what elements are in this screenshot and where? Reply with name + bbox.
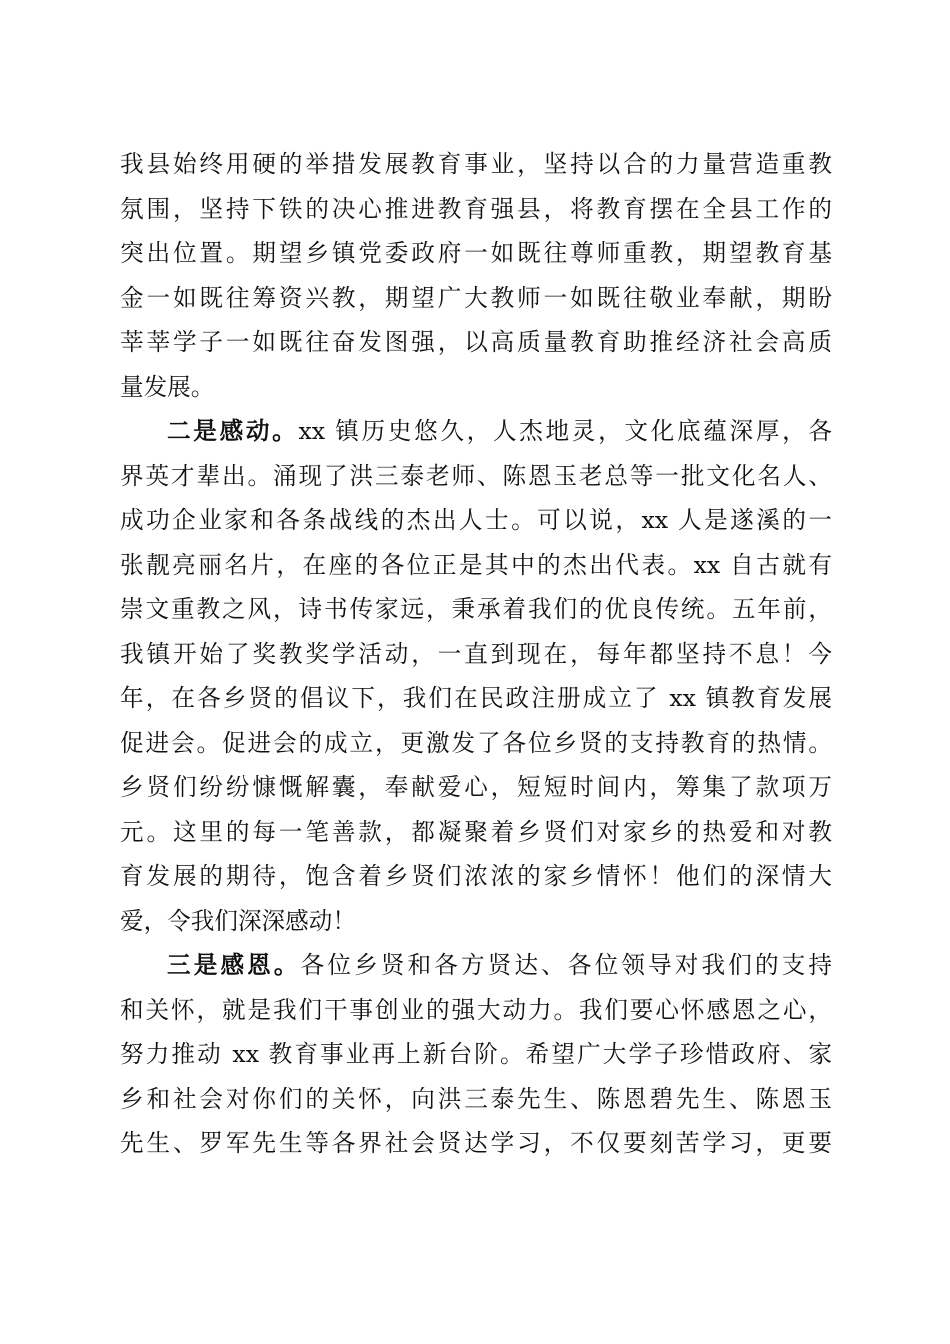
paragraph-2-line-4: 张靓亮丽名片，在座的各位正是其中的杰出代表。xx 自古就有 bbox=[120, 550, 832, 579]
paragraph-2-line-11: 育发展的期待，饱含着乡贤们浓浓的家乡情怀！他们的深情大 bbox=[120, 862, 832, 890]
paragraph-1-line-1: 我县始终用硬的举措发展教育事业，坚持以合的力量营造重教 bbox=[120, 150, 832, 178]
paragraph-2-line-5: 崇文重教之风，诗书传家远，秉承着我们的优良传统。五年前， bbox=[120, 595, 832, 623]
paragraph-1-line-6: 量发展。 bbox=[120, 372, 215, 401]
paragraph-2-line-3: 成功企业家和各条战线的杰出人士。可以说，xx 人是遂溪的一 bbox=[120, 506, 832, 534]
paragraph-2-line-1-text: xx 镇历史悠久，人杰地灵，文化底蕴深厚，各 bbox=[298, 417, 832, 445]
paragraph-2-line-7: 年，在各乡贤的倡议下，我们在民政注册成立了 xx 镇教育发展 bbox=[120, 684, 832, 712]
paragraph-3-line-1 bbox=[120, 943, 832, 988]
paragraph-1-line-3: 突出位置。期望乡镇党委政府一如既往尊师重教，期望教育基 bbox=[120, 239, 832, 267]
paragraph-3-line-4: 乡和社会对你们的关怀，向洪三泰先生、陈恩碧先生、陈恩玉 bbox=[120, 1084, 832, 1113]
paragraph-1-line-5: 莘莘学子一如既往奋发图强，以高质量教育助推经济社会高质 bbox=[120, 328, 832, 356]
paragraph-1-line-4: 金一如既往筹资兴教，期望广大教师一如既往敬业奉献，期盼 bbox=[120, 283, 832, 312]
paragraph-3-line-3: 努力推动 xx 教育事业再上新台阶。希望广大学子珍惜政府、家 bbox=[120, 1040, 832, 1068]
paragraph-2-lead: 二是感动。 bbox=[167, 417, 299, 445]
paragraph-3-line-2: 和关怀，就是我们干事创业的强大动力。我们要心怀感恩之心， bbox=[120, 995, 832, 1024]
document-body bbox=[120, 142, 832, 1166]
paragraph-2-line-1 bbox=[120, 409, 832, 454]
paragraph-3-line-1-text: 各位乡贤和各方贤达、各位领导对我们的支持 bbox=[300, 951, 833, 979]
paragraph-2-line-9: 乡贤们纷纷慷慨解囊，奉献爱心，短短时间内，筹集了款项万 bbox=[120, 773, 832, 801]
paragraph-2-line-10: 元。这里的每一笔善款，都凝聚着乡贤们对家乡的热爱和对教 bbox=[120, 817, 832, 846]
paragraph-2-line-8: 促进会。促进会的成立，更激发了各位乡贤的支持教育的热情。 bbox=[120, 728, 832, 757]
paragraph-3-lead: 三是感恩。 bbox=[167, 951, 301, 979]
paragraph-1-line-2: 氛围，坚持下铁的决心推进教育强县，将教育摆在全县工作的 bbox=[120, 194, 832, 223]
paragraph-2-line-12: 爱，令我们深深感动！ bbox=[120, 906, 356, 935]
paragraph-3-line-5: 先生、罗军先生等各界社会贤达学习，不仅要刻苦学习，更要 bbox=[120, 1129, 832, 1157]
paragraph-2-line-2: 界英才辈出。涌现了洪三泰老师、陈恩玉老总等一批文化名人、 bbox=[120, 461, 832, 490]
paragraph-2-line-6: 我镇开始了奖教奖学活动，一直到现在，每年都坚持不息！今 bbox=[120, 639, 832, 668]
